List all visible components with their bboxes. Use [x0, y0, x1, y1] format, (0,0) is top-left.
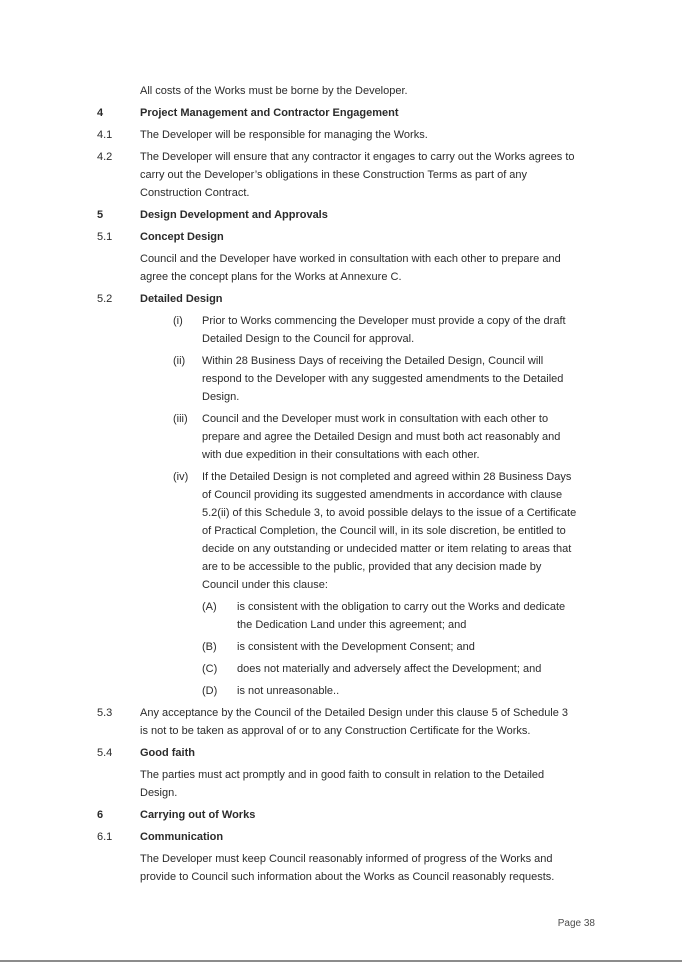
clause-text: Project Management and Contractor Engagement — [140, 107, 399, 119]
clause-text: Council and the Developer have worked in consultation with each other to prepare and agree the concept plans for the Works at Annexure C. — [140, 253, 561, 283]
clause-text: The Developer will be responsible for managing the Works. — [140, 129, 428, 141]
clause-marker: (B) — [202, 641, 217, 653]
clause-row — [97, 148, 579, 202]
clause-row — [97, 126, 579, 144]
clause-text: Detailed Design — [140, 293, 223, 305]
clause-marker: (iv) — [173, 471, 189, 483]
clause-text: Carrying out of Works — [140, 809, 256, 821]
clause-text: Design Development and Approvals — [140, 209, 328, 221]
clause-marker: 5.2 — [97, 293, 113, 305]
paragraph-row — [97, 250, 579, 286]
clause-marker: (iii) — [173, 413, 188, 425]
clause-text: Communication — [140, 831, 224, 843]
clause-text: The Developer must keep Council reasonably informed of progress of the Works and provide to Council such information about the Works as Council reasonably requests. — [140, 853, 555, 883]
heading-row — [97, 104, 579, 122]
clause-text: is consistent with the obligation to carry out the Works and dedicate the Dedication Land under this agreement; and — [237, 601, 566, 631]
clause-text: The Developer will ensure that any contractor it engages to carry out the Works agrees to carry out the Developer’s obligations in these Construction Terms as part of any Construction Contract. — [140, 151, 575, 199]
clause-marker: 5 — [97, 209, 104, 221]
clause-marker — [97, 82, 140, 100]
page-number: Page 38 — [557, 918, 595, 929]
sublist-item-row — [97, 682, 579, 700]
document-body — [97, 82, 579, 890]
clause-marker: (C) — [202, 663, 218, 675]
clause-text: The parties must act promptly and in good faith to consult in relation to the Detailed Design. — [140, 769, 545, 799]
list-item-row — [97, 352, 579, 406]
clause-text: does not materially and adversely affect the Development; and — [237, 663, 542, 675]
clause-marker: (A) — [202, 601, 217, 613]
clause-marker: 4.1 — [97, 129, 113, 141]
paragraph-row — [97, 82, 579, 100]
clause-text: Any acceptance by the Council of the Detailed Design under this clause 5 of Schedule 3 is not to be taken as approval of or to any Construction Certificate for the Works. — [140, 707, 569, 737]
clause-marker: 5.1 — [97, 231, 113, 243]
heading-row — [97, 206, 579, 224]
clause-text: Good faith — [140, 747, 195, 759]
clause-marker — [97, 250, 140, 286]
clause-text: If the Detailed Design is not completed and agreed within 28 Business Days of Council providing its suggested amendments in accordance with clause 5.2(ii) of this Schedule 3, to avoid possible delays to the issue of a Certificate of Practical Completion, the Council will, in its sole discretion, be entitled to decide on any outstanding or undecided matter or item relating to areas that are to be accessible to the public, provided that any decision made by Council under this clause: — [202, 471, 577, 591]
clause-text: All costs of the Works must be borne by the Developer. — [140, 85, 408, 97]
subheading-row — [97, 290, 579, 308]
paragraph-row — [97, 766, 579, 802]
clause-marker: 4.2 — [97, 151, 113, 163]
clause-marker: (D) — [202, 685, 218, 697]
clause-marker: (ii) — [173, 355, 186, 367]
page-bottom-border — [0, 960, 682, 962]
subheading-row — [97, 828, 579, 846]
clause-text: Concept Design — [140, 231, 224, 243]
subheading-row — [97, 228, 579, 246]
clause-text: Prior to Works commencing the Developer must provide a copy of the draft Detailed Design to the Council for approval. — [202, 315, 566, 345]
clause-marker — [97, 766, 140, 802]
sublist-item-row — [97, 660, 579, 678]
clause-marker: 5.3 — [97, 707, 113, 719]
clause-marker: 5.4 — [97, 747, 113, 759]
clause-text: is consistent with the Development Consent; and — [237, 641, 475, 653]
clause-text: Within 28 Business Days of receiving the Detailed Design, Council will respond to the Developer with any suggested amendments to the Detailed Design. — [202, 355, 564, 403]
clause-text: Council and the Developer must work in consultation with each other to prepare and agree the Detailed Design and must both act reasonably and with due expedition in their consultations with each other. — [202, 413, 561, 461]
clause-marker: 6 — [97, 809, 104, 821]
heading-row — [97, 806, 579, 824]
list-item-row — [97, 410, 579, 464]
clause-row — [97, 704, 579, 740]
clause-text: is not unreasonable.. — [237, 685, 340, 697]
clause-marker — [97, 850, 140, 886]
list-item-row — [97, 312, 579, 348]
clause-marker: 6.1 — [97, 831, 113, 843]
clause-marker: 4 — [97, 107, 104, 119]
clause-marker: (i) — [173, 315, 183, 327]
subheading-row — [97, 744, 579, 762]
sublist-item-row — [97, 598, 579, 634]
list-item-row — [97, 468, 579, 594]
paragraph-row — [97, 850, 579, 886]
sublist-item-row — [97, 638, 579, 656]
